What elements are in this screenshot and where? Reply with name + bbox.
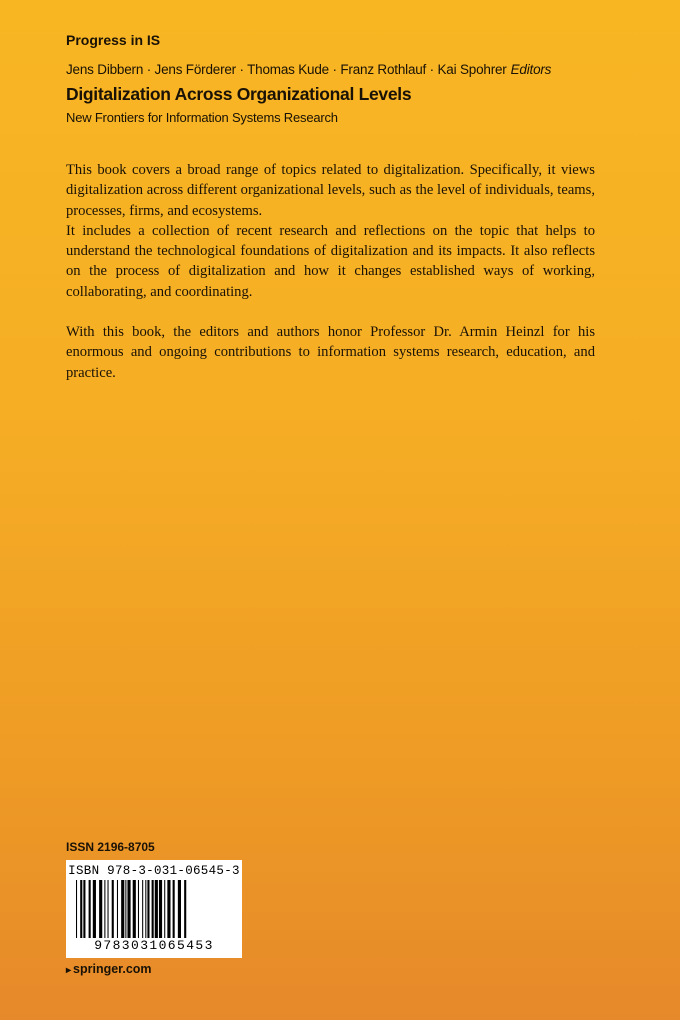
publisher-website[interactable] [66,962,152,976]
issn: ISSN 2196-8705 [66,840,155,854]
ean-digits: 9783031065453 [94,938,214,953]
barcode-icon [74,880,234,938]
barcode-box [66,860,242,958]
editor-names: Jens Dibbern · Jens Förderer · Thomas Kude · Franz Rothlauf · Kai Spohrer [66,62,507,77]
editors-label: Editors [510,62,552,77]
blurb-paragraph-3: With this book, the editors and authors honor Professor Dr. Armin Heinzl for his enormous and ongoing contributions to information systems research, education, and practice. [66,324,595,381]
isbn-label: ISBN 978-3-031-06545-3 [68,864,240,878]
series-name: Progress in IS [66,32,161,48]
book-blurb [66,160,595,383]
blurb-paragraph-1: This book covers a broad range of topics related to digitalization. Specifically, it views digitalization across different organizational levels, such as the level of individuals, teams, processes, firms, and ecosystems. [66,162,595,219]
website-url: springer.com [73,962,152,976]
arrow-icon: ▸ [66,965,72,976]
editors-line [66,62,551,77]
blurb-paragraph-2: It includes a collection of recent research and reflections on the topic that helps to understand the technological foundations of digitalization and its impacts. It also reflects on the process of digitalization and how it changes established ways of working, collaborating, and coordinating. [66,222,595,300]
book-subtitle: New Frontiers for Information Systems Research [66,110,338,125]
book-title: Digitalization Across Organizational Levels [66,84,412,104]
